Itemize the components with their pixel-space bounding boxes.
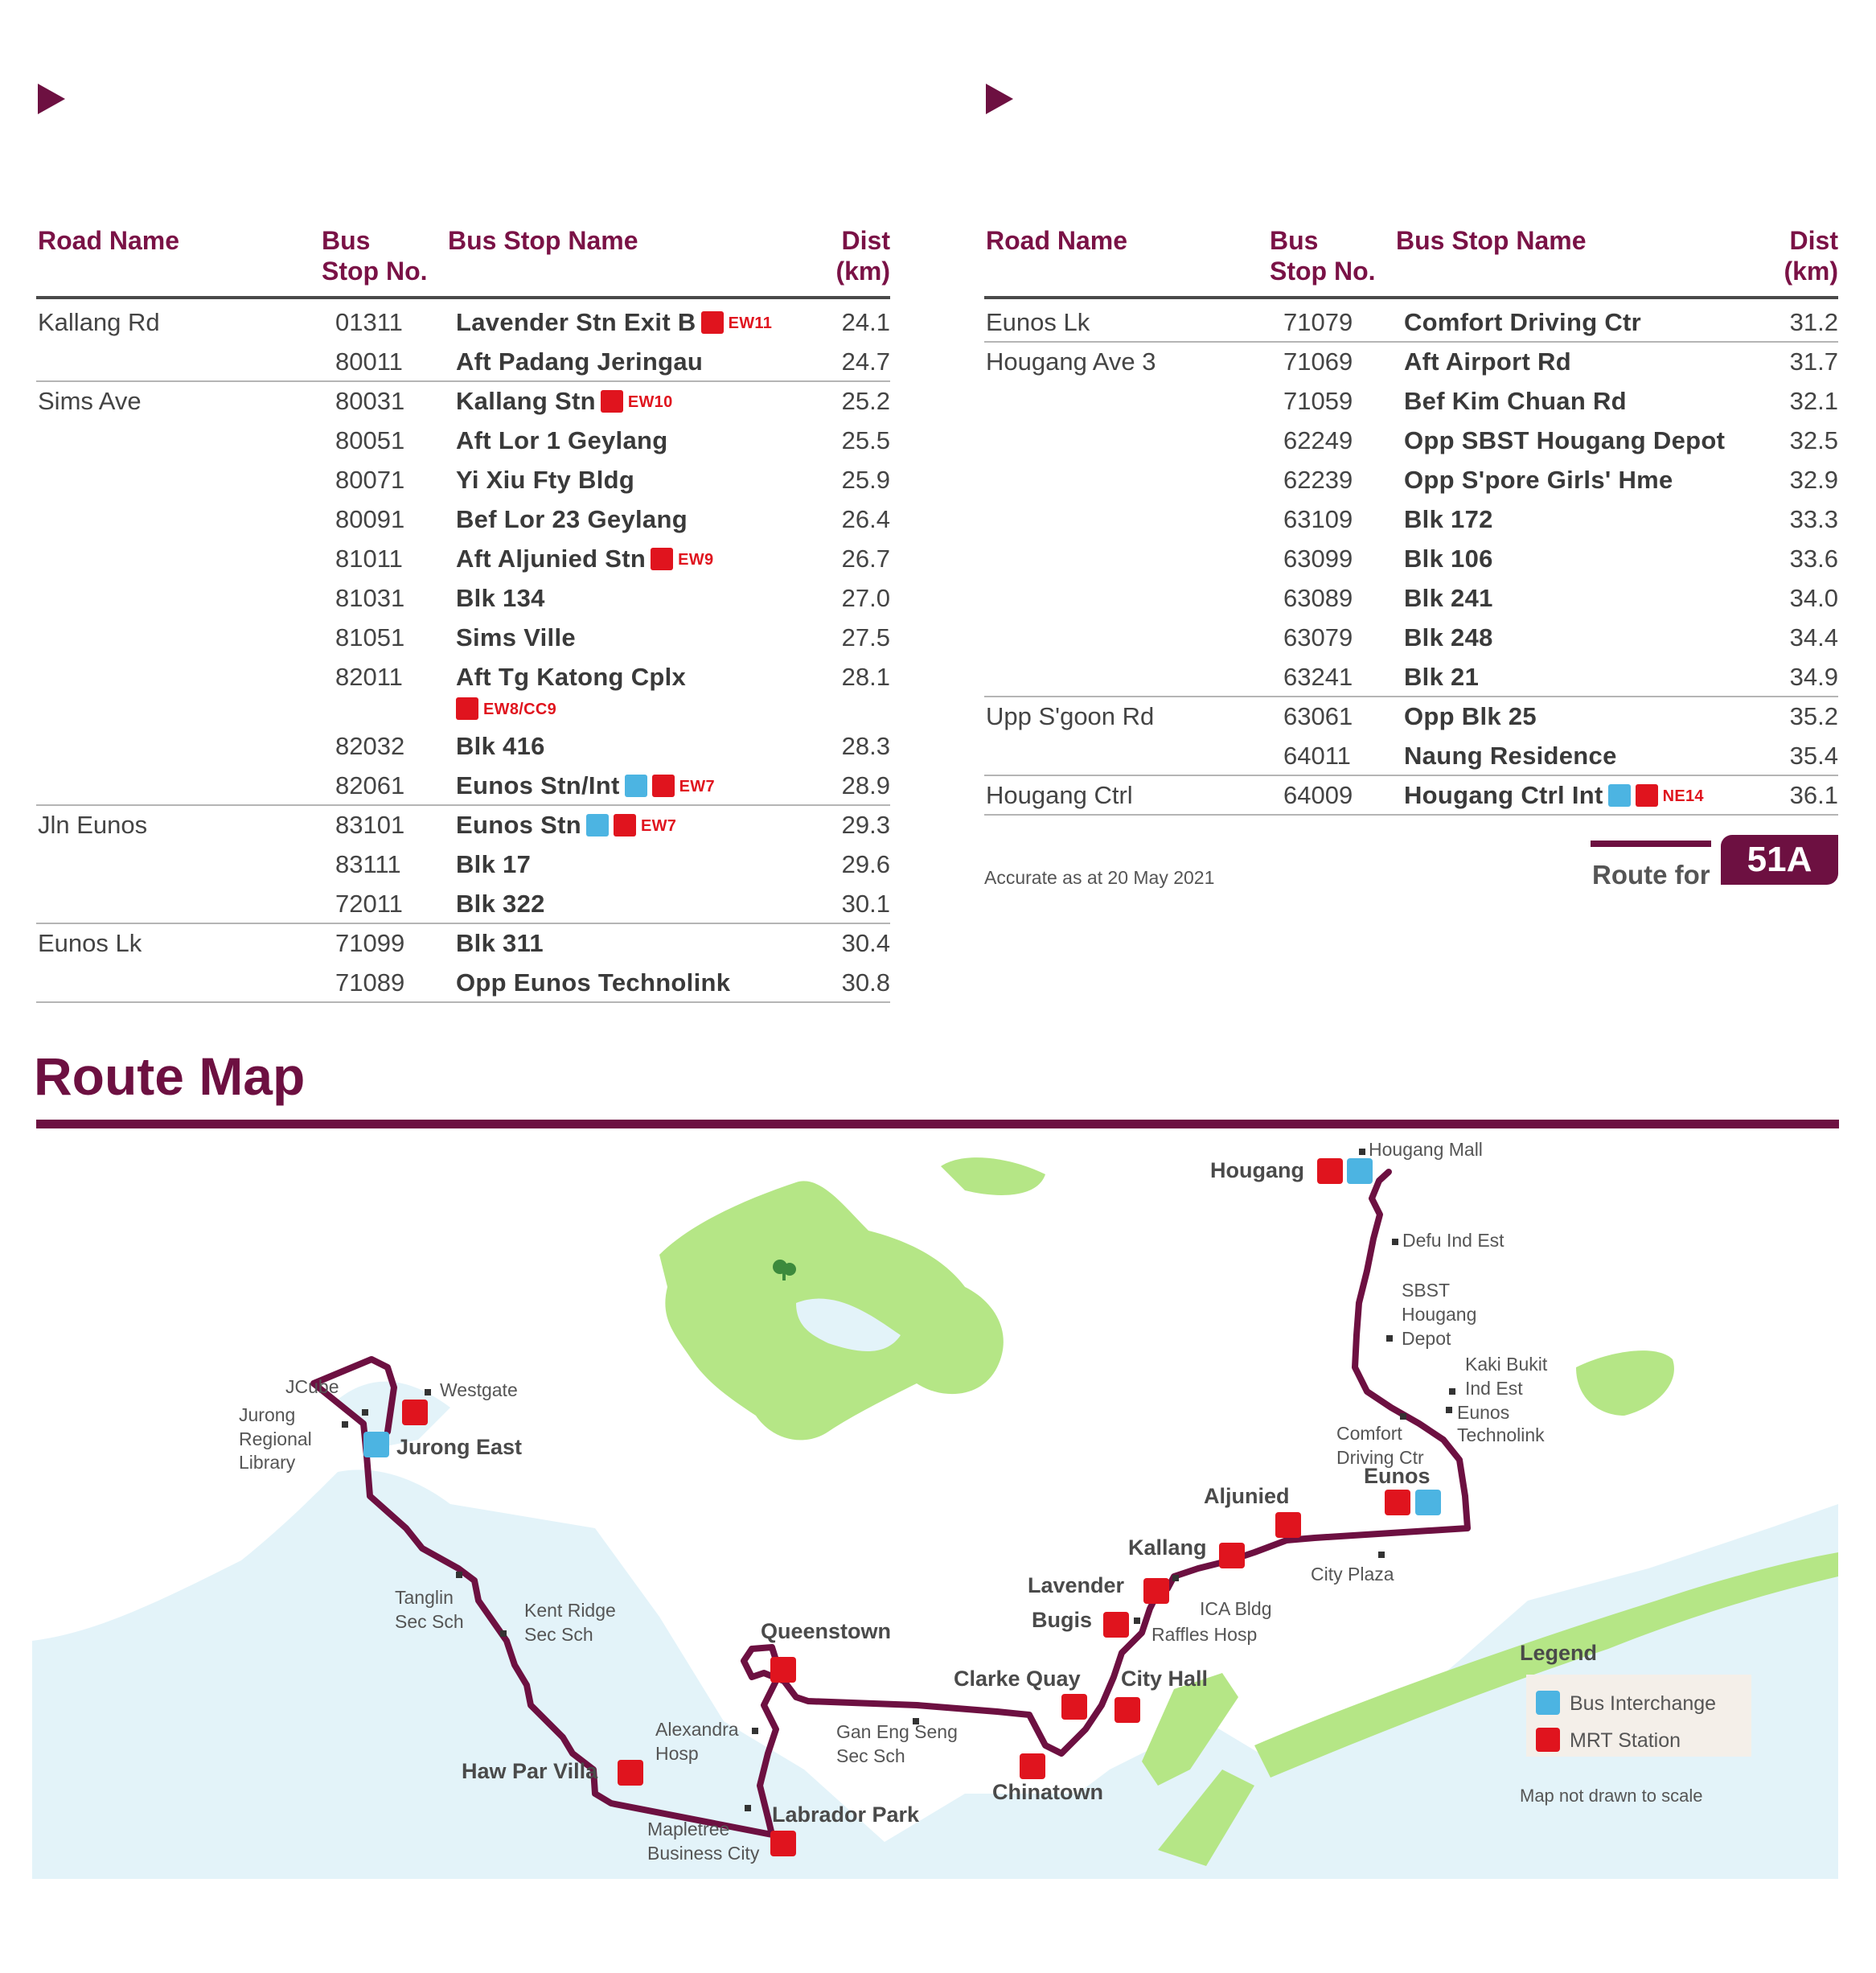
mrt-icon — [1219, 1543, 1245, 1568]
label-city-plaza: City Plaza — [1311, 1564, 1394, 1585]
route-number-badge: 51A — [1721, 835, 1838, 885]
dist-cell: 35.2 — [1789, 702, 1838, 730]
table-row — [36, 766, 890, 805]
table-row — [36, 578, 890, 618]
group-separator — [36, 1001, 890, 1003]
label-lavender: Lavender — [1028, 1573, 1125, 1597]
dist-cell: 28.9 — [841, 771, 890, 799]
mrt-icon — [402, 1400, 428, 1425]
bus-stop-no-cell: 63061 — [1283, 702, 1353, 730]
label-tanglin-2: Sec Sch — [395, 1611, 464, 1632]
label-raffles: Raffles Hosp — [1151, 1624, 1258, 1645]
bus-stop-no-cell: 82011 — [335, 663, 403, 691]
bus-stop-no-cell: 81011 — [335, 545, 403, 573]
col-bus-stop-name-header: Bus Stop Name — [448, 226, 638, 255]
line-code: NE14 — [1662, 787, 1704, 805]
bus-stop-no-cell: 71099 — [335, 929, 405, 957]
bus-interchange-icon — [625, 775, 647, 797]
bus-stop-name-cell: Aft Lor 1 Geylang — [456, 426, 668, 454]
left-stop-table — [36, 225, 890, 997]
table-row — [984, 381, 1838, 421]
mrt-icon — [651, 548, 673, 570]
table-row — [36, 845, 890, 884]
bus-stop-no-cell: 83101 — [335, 811, 405, 839]
bus-stop-no-cell: 63241 — [1283, 663, 1353, 691]
dist-cell: 30.8 — [841, 968, 890, 997]
label-ica: ICA Bldg — [1200, 1598, 1272, 1619]
header-rule — [36, 296, 890, 299]
poi-dot-alexandra — [752, 1728, 758, 1734]
bus-stop-name-cell: Aft Padang Jeringau — [456, 347, 704, 376]
line-code: EW7 — [640, 817, 677, 835]
bus-stop-no-cell: 82061 — [335, 771, 405, 799]
dist-cell: 33.6 — [1789, 545, 1838, 573]
dist-cell: 27.5 — [841, 623, 890, 652]
col-road-name-header: Road Name — [986, 226, 1128, 255]
dist-cell: 32.5 — [1789, 426, 1838, 454]
dist-cell: 28.3 — [841, 732, 890, 760]
dist-cell: 34.0 — [1789, 584, 1838, 612]
dist-cell: 25.9 — [841, 466, 890, 494]
col-bus-stop-no-line2: Stop No. — [1270, 257, 1376, 286]
bus-interchange-icon — [1536, 1691, 1560, 1715]
table-row — [984, 657, 1838, 697]
mrt-icon — [1317, 1158, 1343, 1184]
table-row — [36, 539, 890, 578]
table-row — [36, 381, 890, 421]
legend-mrt-station: MRT Station — [1570, 1729, 1681, 1752]
bus-stop-name-cell: Blk 311 — [456, 929, 544, 957]
bus-stop-name-cell: Bef Lor 23 Geylang — [456, 505, 688, 533]
bus-stop-name-cell: Kallang Stn EW10 — [456, 387, 673, 415]
col-bus-stop-no-line1: Bus — [1270, 226, 1319, 255]
table-row — [36, 726, 890, 766]
dist-cell: 28.1 — [841, 663, 890, 691]
bus-stop-name-cell: Hougang Ctrl Int NE14 — [1404, 781, 1704, 809]
bus-stop-no-cell: 64009 — [1283, 781, 1353, 809]
label-aljunied: Aljunied — [1204, 1484, 1290, 1508]
poi-dot-jcube — [362, 1409, 368, 1416]
bus-stop-no-cell: 63099 — [1283, 545, 1353, 573]
mrt-icon — [1115, 1697, 1140, 1723]
header-rule — [984, 296, 1838, 299]
route-map-title-rule — [36, 1120, 1839, 1128]
bus-stop-no-cell: 71069 — [1283, 347, 1353, 376]
label-city-hall: City Hall — [1121, 1667, 1209, 1691]
accuracy-note: Accurate as at 20 May 2021 — [984, 867, 1215, 888]
label-mapletree-1: Mapletree — [647, 1819, 730, 1839]
legend-bus-interchange: Bus Interchange — [1570, 1692, 1717, 1715]
label-kallang: Kallang — [1128, 1535, 1207, 1560]
table-row — [984, 421, 1838, 460]
line-code: EW10 — [627, 393, 673, 411]
col-bus-stop-no-header — [322, 225, 428, 286]
bus-stop-name-cell: Yi Xiu Fty Bldg — [456, 466, 635, 494]
bus-stop-name-cell: Blk 21 — [1404, 663, 1480, 691]
col-bus-stop-no-header — [1270, 225, 1376, 286]
bus-stop-name-cell: Eunos Stn EW7 — [456, 811, 677, 839]
poi-dot-city-plaza — [1378, 1552, 1385, 1558]
label-kaki-bukit-1: Kaki Bukit — [1465, 1354, 1548, 1375]
bus-stop-name-cell: Comfort Driving Ctr — [1404, 308, 1642, 336]
table-row — [36, 923, 890, 963]
bus-stop-name-cell: Eunos Stn/Int EW7 — [456, 771, 715, 799]
group-separator — [984, 814, 1838, 816]
label-jcube: JCube — [285, 1376, 339, 1397]
dist-cell: 32.1 — [1789, 387, 1838, 415]
mrt-icon — [1275, 1512, 1301, 1538]
table-row — [984, 697, 1838, 736]
bus-stop-no-cell: 62249 — [1283, 426, 1353, 454]
col-dist-line2: (km) — [1784, 257, 1838, 286]
poi-dot-tanglin — [456, 1572, 462, 1578]
col-dist-line2: (km) — [835, 257, 890, 286]
table-row — [984, 460, 1838, 499]
bus-interchange-icon — [1415, 1490, 1441, 1515]
mrt-icon — [1143, 1578, 1169, 1604]
label-alexandra-1: Alexandra — [655, 1719, 739, 1740]
poi-dot-sbst-depot — [1386, 1335, 1393, 1342]
section-marker-right-icon — [986, 84, 1013, 114]
bus-stop-name-cell: Blk 17 — [456, 850, 532, 878]
table-row — [36, 342, 890, 381]
bus-stop-name-cell: Blk 172 — [1404, 505, 1493, 533]
bus-interchange-icon — [586, 814, 609, 836]
table-row — [984, 342, 1838, 381]
col-bus-stop-no-line1: Bus — [322, 226, 371, 255]
label-clarke-quay: Clarke Quay — [954, 1667, 1081, 1691]
road-name-cell: Upp S'goon Rd — [986, 702, 1155, 730]
mrt-icon — [614, 814, 636, 836]
label-sbst-3: Depot — [1402, 1328, 1451, 1349]
label-gan-eng-seng-1: Gan Eng Seng — [836, 1721, 958, 1742]
col-dist-header — [794, 225, 890, 286]
table-row — [36, 884, 890, 923]
road-name-cell: Sims Ave — [38, 387, 142, 415]
bus-stop-no-cell: 72011 — [335, 890, 403, 918]
bus-stop-no-cell: 81051 — [335, 623, 405, 652]
bus-stop-name-cell: Aft Airport Rd — [1404, 347, 1571, 376]
bus-stop-no-cell: 71059 — [1283, 387, 1353, 415]
bus-stop-no-cell: 80051 — [335, 426, 405, 454]
line-code: EW7 — [679, 778, 715, 795]
road-name-cell: Eunos Lk — [38, 929, 142, 957]
bus-stop-no-cell: 01311 — [335, 308, 403, 336]
mrt-icon — [601, 390, 623, 413]
bus-stop-name-cell: Sims Ville — [456, 623, 576, 652]
mrt-icon — [456, 697, 478, 720]
label-library-1: Jurong — [239, 1404, 296, 1425]
bus-stop-name-cell: Opp Eunos Technolink — [456, 968, 731, 997]
label-comfort-1: Comfort — [1336, 1423, 1402, 1444]
section-marker-left-icon — [38, 84, 65, 114]
bus-stop-no-cell: 81031 — [335, 584, 405, 612]
dist-cell: 32.9 — [1789, 466, 1838, 494]
dist-cell: 30.1 — [841, 890, 890, 918]
bus-stop-no-cell: 71079 — [1283, 308, 1353, 336]
label-jurong-east: Jurong East — [396, 1435, 523, 1459]
dist-cell: 30.4 — [841, 929, 890, 957]
bus-stop-name-cell: Opp SBST Hougang Depot — [1404, 426, 1726, 454]
dist-cell: 24.7 — [841, 347, 890, 376]
bus-stop-name-cell: Blk 416 — [456, 732, 545, 760]
poi-dot-comfort — [1400, 1413, 1406, 1420]
right-stop-table — [984, 225, 1838, 809]
col-dist-line1: Dist — [1789, 226, 1838, 255]
mrt-icon — [701, 311, 724, 334]
label-hougang-mall: Hougang Mall — [1369, 1139, 1483, 1160]
label-sbst-1: SBST — [1402, 1280, 1451, 1301]
route-badge-rule — [1591, 841, 1711, 847]
bus-interchange-icon — [1608, 784, 1631, 807]
bus-stop-no-cell: 63089 — [1283, 584, 1353, 612]
route-map-title: Route Map — [34, 1046, 306, 1106]
poi-dot-westgate — [425, 1389, 431, 1395]
bus-stop-no-cell: 80031 — [335, 387, 405, 415]
table-row — [36, 805, 890, 845]
col-dist-line1: Dist — [841, 226, 890, 255]
road-name-cell: Hougang Ctrl — [986, 781, 1133, 809]
table-row — [36, 499, 890, 539]
table-row — [36, 963, 890, 1002]
dist-cell: 33.3 — [1789, 505, 1838, 533]
road-name-cell: Kallang Rd — [38, 308, 160, 336]
label-tanglin-1: Tanglin — [395, 1587, 454, 1608]
bus-stop-no-cell: 80011 — [335, 347, 403, 376]
bus-stop-name-cell: Aft Aljunied Stn EW9 — [456, 545, 714, 573]
dist-cell: 29.6 — [841, 850, 890, 878]
label-kaki-bukit-2: Ind Est — [1465, 1378, 1523, 1399]
bus-stop-name-cell: Lavender Stn Exit B EW11 — [456, 308, 773, 336]
label-haw-par-villa: Haw Par Villa — [462, 1759, 598, 1783]
bus-stop-name-cell: Blk 106 — [1404, 545, 1493, 573]
mrt-icon — [1103, 1612, 1129, 1638]
bus-stop-no-cell: 63079 — [1283, 623, 1353, 652]
dist-cell: 36.1 — [1789, 781, 1838, 809]
poi-dot-labrador — [745, 1805, 751, 1811]
mrt-icon — [1536, 1728, 1560, 1752]
line-code: EW8/CC9 — [483, 701, 557, 718]
table-row — [36, 460, 890, 499]
legend-note: Map not drawn to scale — [1520, 1786, 1703, 1806]
dist-cell: 29.3 — [841, 811, 890, 839]
poi-dot-raffles — [1134, 1617, 1140, 1624]
table-row — [984, 618, 1838, 657]
label-chinatown: Chinatown — [992, 1780, 1103, 1804]
bus-stop-no-cell: 71089 — [335, 968, 405, 997]
table-row — [36, 618, 890, 657]
label-eunos-tech-1: Eunos — [1457, 1402, 1510, 1423]
bus-stop-name-cell: Blk 134 — [456, 584, 545, 612]
bus-stop-no-cell: 64011 — [1283, 742, 1351, 770]
label-eunos-tech-2: Technolink — [1457, 1424, 1545, 1445]
bus-stop-name-cell: Aft Tg Katong Cplx EW8/CC9 — [456, 663, 687, 718]
mrt-icon — [770, 1657, 796, 1683]
table-row — [984, 736, 1838, 775]
road-name-cell: Jln Eunos — [38, 811, 148, 839]
mrt-icon — [1020, 1753, 1045, 1779]
mrt-icon — [652, 775, 675, 797]
label-defu: Defu Ind Est — [1402, 1230, 1504, 1251]
poi-dot-kaki-bukit — [1449, 1388, 1455, 1395]
road-name-cell: Hougang Ave 3 — [986, 347, 1156, 376]
dist-cell: 26.4 — [841, 505, 890, 533]
dist-cell: 34.4 — [1789, 623, 1838, 652]
label-labrador: Labrador Park — [772, 1802, 920, 1827]
label-alexandra-2: Hosp — [655, 1743, 699, 1764]
dist-cell: 31.2 — [1789, 308, 1838, 336]
dist-cell: 34.9 — [1789, 663, 1838, 691]
bus-stop-no-cell: 82032 — [335, 732, 405, 760]
route-map — [0, 1129, 1876, 1934]
mrt-icon — [770, 1831, 796, 1856]
dist-cell: 26.7 — [841, 545, 890, 573]
bus-interchange-icon — [363, 1432, 389, 1457]
table-row — [36, 421, 890, 460]
bus-stop-name-cell: Blk 248 — [1404, 623, 1493, 652]
table-row — [984, 578, 1838, 618]
dist-cell: 35.4 — [1789, 742, 1838, 770]
poi-dot-hougang-mall — [1359, 1149, 1365, 1155]
table-row — [36, 657, 890, 726]
bus-stop-no-cell: 80091 — [335, 505, 405, 533]
table-row — [36, 302, 890, 342]
mrt-icon — [1385, 1490, 1410, 1515]
route-for-label: Route for — [1592, 860, 1710, 890]
bus-stop-name-cell: Blk 241 — [1404, 584, 1493, 612]
label-comfort-2: Driving Ctr — [1336, 1447, 1424, 1468]
mrt-icon — [1636, 784, 1658, 807]
bus-stop-no-cell: 62239 — [1283, 466, 1353, 494]
label-library-2: Regional — [239, 1428, 312, 1449]
dist-cell: 25.5 — [841, 426, 890, 454]
label-library-3: Library — [239, 1452, 296, 1473]
bus-stop-name-cell: Naung Residence — [1404, 742, 1617, 770]
bus-stop-no-cell: 83111 — [335, 850, 401, 878]
label-gan-eng-seng-2: Sec Sch — [836, 1745, 905, 1766]
bus-stop-name-cell: Opp Blk 25 — [1404, 702, 1537, 730]
dist-cell: 27.0 — [841, 584, 890, 612]
poi-dot-kent-ridge — [500, 1630, 507, 1637]
label-mapletree-2: Business City — [647, 1843, 760, 1864]
bus-stop-name-cell: Bef Kim Chuan Rd — [1404, 387, 1627, 415]
dist-cell: 24.1 — [841, 308, 890, 336]
col-bus-stop-no-line2: Stop No. — [322, 257, 428, 286]
bus-interchange-icon — [1347, 1158, 1373, 1184]
poi-dot-library — [342, 1421, 348, 1428]
col-dist-header — [1742, 225, 1838, 286]
poi-dot-defu — [1392, 1239, 1398, 1245]
label-queenstown: Queenstown — [761, 1619, 892, 1643]
table-row — [984, 775, 1838, 815]
label-hougang: Hougang — [1210, 1158, 1304, 1182]
mrt-icon — [1061, 1694, 1087, 1720]
line-code: EW11 — [728, 314, 773, 332]
label-bugis: Bugis — [1032, 1608, 1093, 1632]
legend-title: Legend — [1520, 1641, 1598, 1665]
bus-stop-no-cell: 63109 — [1283, 505, 1353, 533]
bus-stop-name-cell: Blk 322 — [456, 890, 545, 918]
label-eunos: Eunos — [1364, 1464, 1431, 1488]
bus-stop-no-cell: 80071 — [335, 466, 405, 494]
dist-cell: 31.7 — [1789, 347, 1838, 376]
table-row — [984, 539, 1838, 578]
poi-dot-eunos-tech — [1446, 1407, 1452, 1413]
bus-stop-name-cell: Opp S'pore Girls' Hme — [1404, 466, 1673, 494]
table-row — [984, 302, 1838, 342]
line-code: EW9 — [678, 551, 714, 569]
label-kent-ridge-2: Sec Sch — [524, 1624, 593, 1645]
road-name-cell: Eunos Lk — [986, 308, 1090, 336]
col-bus-stop-name-header: Bus Stop Name — [1396, 226, 1587, 255]
table-row — [984, 499, 1838, 539]
label-westgate: Westgate — [440, 1379, 518, 1400]
dist-cell: 25.2 — [841, 387, 890, 415]
poi-dot-ica — [1172, 1575, 1179, 1581]
col-road-name-header: Road Name — [38, 226, 180, 255]
label-sbst-2: Hougang — [1402, 1304, 1477, 1325]
label-kent-ridge-1: Kent Ridge — [524, 1600, 616, 1621]
mrt-icon — [618, 1760, 643, 1786]
